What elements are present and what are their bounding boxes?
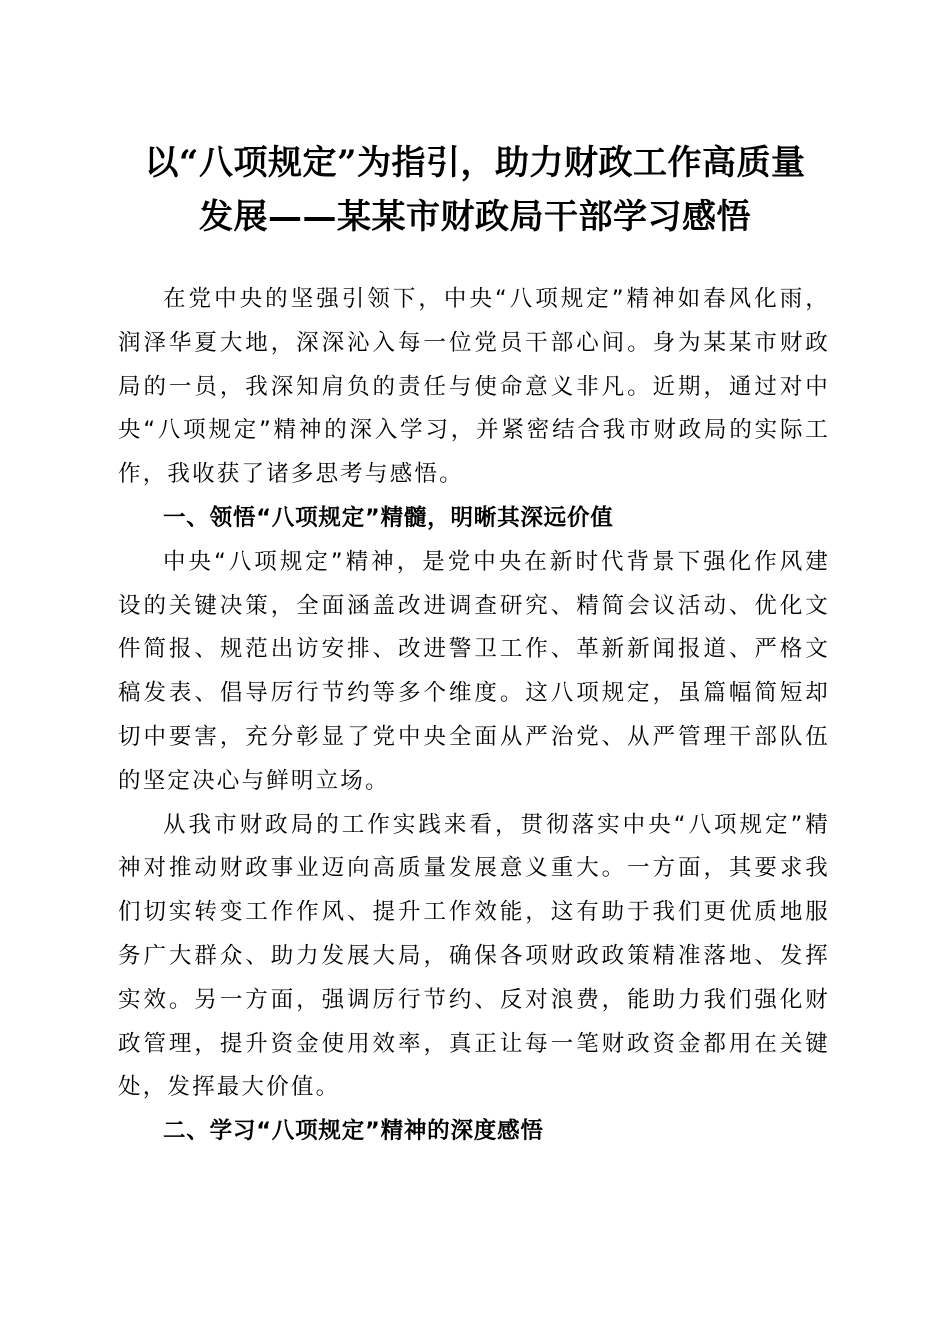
document-title <box>105 136 845 244</box>
body-paragraph-2: 从我市财政局的工作实践来看，贯彻落实中央“八项规定”精神对推动财政事业迈向高质量发展意义重大。一方面，其要求我们切实转变工作作风、提升工作效能，这有助于我们更优质地服务广大群众、助力发展大局，确保各项财政政策精准落地、发挥实效。另一方面，强调厉行节约、反对浪费，能助力我们强化财政管理，提升资金使用效率，真正让每一笔财政资金都用在关键处，发挥最大价值。 <box>118 811 830 1101</box>
document-body <box>118 278 830 1154</box>
title-line-1: 以“八项规定”为指引，助力财政工作高质量 <box>144 143 806 183</box>
section-heading-2: 二、学习“八项规定”精神的深度感悟 <box>163 1118 544 1145</box>
section-heading-1: 一、领悟“八项规定”精髓，明晰其深远价值 <box>163 504 614 531</box>
body-paragraph-1: 中央“八项规定”精神，是党中央在新时代背景下强化作风建设的关键决策，全面涵盖改进调查研究、精简会议活动、优化文件简报、规范出访安排、改进警卫工作、革新新闻报道、严格文稿发表、倡导厉行节约等多个维度。这八项规定，虽篇幅简短却切中要害，充分彰显了党中央全面从严治党、从严管理干部队伍的坚定决心与鲜明立场。 <box>118 548 830 794</box>
title-line-2: 发展——某某市财政局干部学习感悟 <box>199 197 751 237</box>
intro-paragraph: 在党中央的坚强引领下，中央“八项规定”精神如春风化雨，润泽华夏大地，深深沁入每一位党员干部心间。身为某某市财政局的一员，我深知肩负的责任与使命意义非凡。近期，通过对中央“八项规定”精神的深入学习，并紧密结合我市财政局的实际工作，我收获了诸多思考与感悟。 <box>118 286 830 488</box>
